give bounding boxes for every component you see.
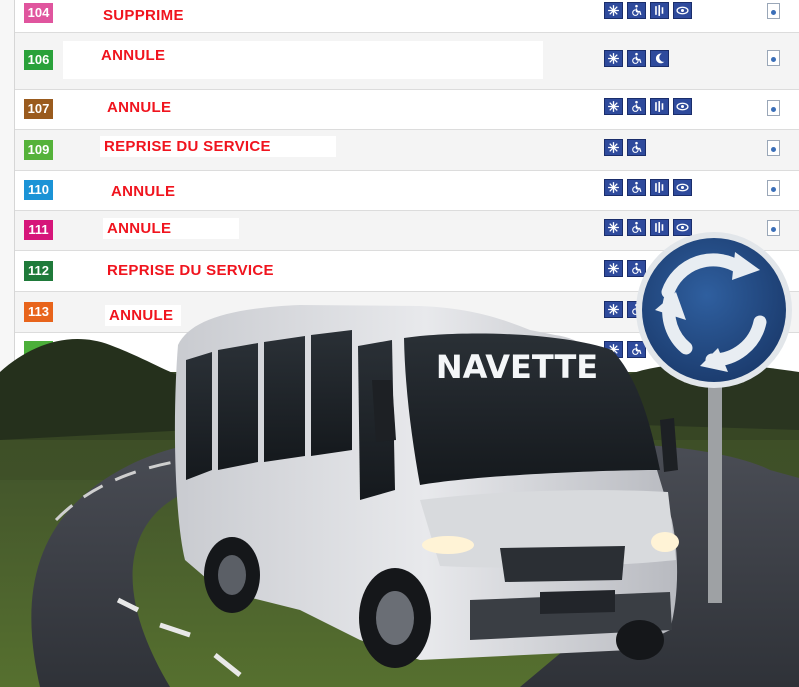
line-status: ANNULE — [107, 181, 183, 202]
line-badge[interactable]: 111 — [24, 220, 53, 240]
line-badge[interactable]: 107 — [24, 99, 53, 119]
line-status: ANNULE — [63, 41, 543, 79]
line-badge[interactable]: 109 — [24, 140, 53, 160]
line-badge[interactable]: 110 — [24, 180, 53, 200]
line-status: REPRISE DU SERVICE — [100, 136, 336, 157]
line-badge[interactable]: 113 — [24, 302, 53, 322]
line-badge[interactable]: 112 — [24, 261, 53, 281]
line-badge[interactable]: 106 — [24, 50, 53, 70]
destination-sign: NAVETTE — [435, 348, 599, 386]
line-status: REPRISE DU SERVICE — [103, 260, 282, 281]
line-status: ANNULE — [103, 218, 239, 239]
line-status: SUPPRIME — [99, 5, 192, 26]
line-status: ANNULE — [103, 97, 179, 118]
line-badge[interactable]: 104 — [24, 3, 53, 23]
line-status: ANNULE — [105, 305, 181, 326]
